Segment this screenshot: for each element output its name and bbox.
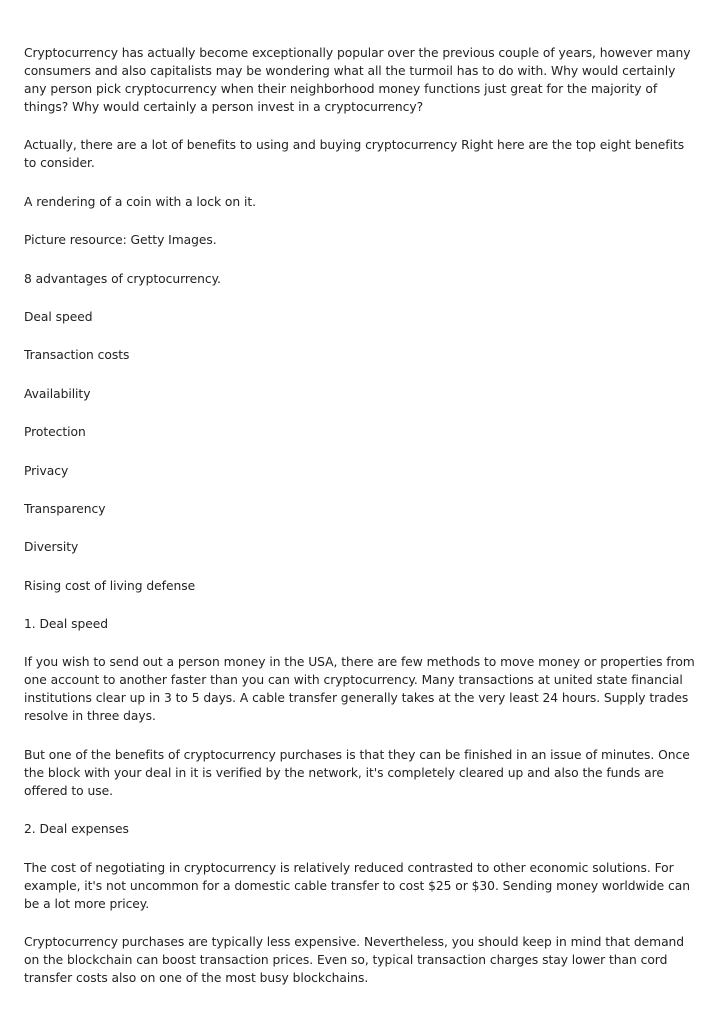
body-paragraph: Cryptocurrency purchases are typically less expensive. Nevertheless, you should keep in mind that demand on the blockchain can boost transaction prices. Even so, typical transaction charges stay lower than cord transfer costs also on one of the most busy blockchains. <box>24 935 685 986</box>
section-heading-deal-speed: 1. Deal speed <box>24 617 109 632</box>
intro-paragraph: Cryptocurrency has actually become exceptionally popular over the previous couple of years, however many consumers and also capitalists may be wondering what all the turmoil has to do with. Why would certainly any person pick cryptocurrency when their neighborhood money functions just great for the majority of things? Why would certainly a person invest in a cryptocurrency? <box>24 46 691 114</box>
list-item: Rising cost of living defense <box>24 578 196 593</box>
body-paragraph: If you wish to send out a person money in the USA, there are few methods to move money or properties from one account to another faster than you can with cryptocurrency. Many transactions at united state financial institutions clear up in 3 to 5 days. A cable transfer generally takes at the very least 24 hours. Supply trades resolve in three days. <box>24 655 695 724</box>
section-heading-deal-expenses: 2. Deal expenses <box>24 822 129 837</box>
body-paragraph: But one of the benefits of cryptocurrency purchases is that they can be finished in an issue of minutes. Once the block with your deal in it is verified by the network, it's completely cleared up and also the funds are offered to use. <box>24 747 690 798</box>
image-caption: A rendering of a coin with a lock on it. <box>24 194 256 209</box>
list-item: Deal speed <box>24 309 93 324</box>
list-item: Availability <box>24 386 91 401</box>
image-credit: Picture resource: Getty Images. <box>24 233 217 248</box>
list-item: Privacy <box>24 463 69 478</box>
document-body <box>24 44 700 1007</box>
body-paragraph: The cost of negotiating in cryptocurrency is relatively reduced contrasted to other economic solutions. For example, it's not uncommon for a domestic cable transfer to cost $25 or $30. Sending money worldwide can be a lot more pricey. <box>24 860 690 911</box>
list-item: Diversity <box>24 540 79 555</box>
benefits-intro-paragraph: Actually, there are a lot of benefits to using and buying cryptocurrency Right here are the top eight benefits to consider. <box>24 138 685 171</box>
list-item: Transparency <box>24 501 106 516</box>
list-item: Protection <box>24 425 86 440</box>
list-heading: 8 advantages of cryptocurrency. <box>24 271 221 286</box>
list-item: Transaction costs <box>24 348 130 363</box>
